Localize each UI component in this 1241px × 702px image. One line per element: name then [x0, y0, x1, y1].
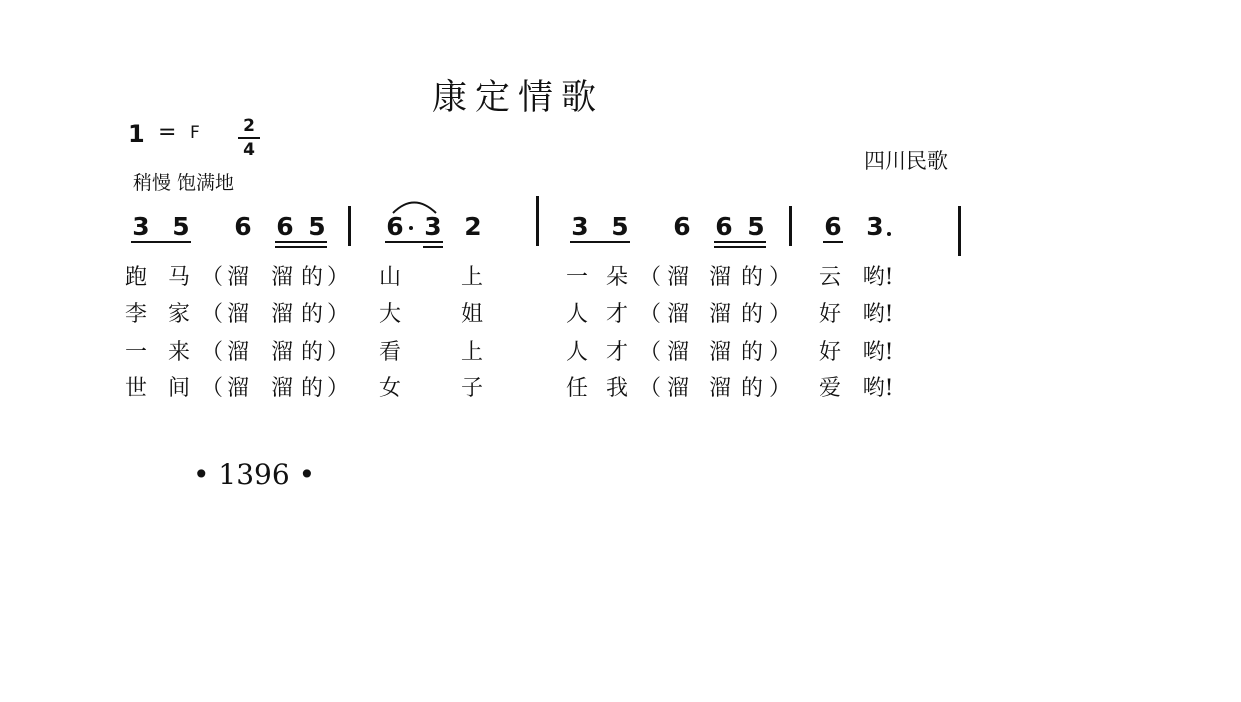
beam-underline [275, 246, 327, 248]
lyric-char: 好 [818, 340, 841, 365]
lyric-char: 溜 [708, 376, 731, 401]
lyric-char: 云 [818, 265, 841, 290]
lyric-char: 看 [378, 340, 401, 365]
bar-line [348, 206, 351, 246]
augmentation-dot [887, 232, 891, 236]
lyric-char: 溜 [666, 265, 689, 290]
note: 2 [464, 212, 482, 241]
lyric-char: ） [768, 265, 791, 290]
lyric-char: 哟! [862, 376, 894, 401]
time-signature-bar [238, 137, 260, 139]
beam-underline [714, 241, 766, 243]
time-signature [238, 116, 260, 160]
lyric-char: （ [200, 265, 223, 290]
lyric-char: 溜 [708, 340, 731, 365]
lyric-char: 上 [460, 340, 483, 365]
lyric-char: 间 [167, 376, 190, 401]
lyric-char: 人 [565, 340, 588, 365]
lyric-char: 爱 [818, 376, 841, 401]
beam-underline [570, 241, 630, 243]
lyric-char: 的 [300, 340, 323, 365]
lyric-char: 的 [300, 376, 323, 401]
note: 6 [824, 212, 842, 241]
lyric-char: 好 [818, 302, 841, 327]
lyric-char: 我 [605, 376, 628, 401]
note: 3 [424, 212, 442, 241]
note: 5 [611, 212, 629, 241]
note: 5 [308, 212, 326, 241]
key-one: 1 [128, 120, 145, 148]
lyric-char: 家 [167, 302, 190, 327]
lyric-char: 世 [124, 376, 147, 401]
lyric-char: 大 [378, 302, 401, 327]
slur-mark [390, 196, 440, 216]
note: 5 [172, 212, 190, 241]
lyric-char: 跑 [124, 265, 147, 290]
note: 3 [571, 212, 589, 241]
beam-underline [275, 241, 327, 243]
note: 6 [673, 212, 691, 241]
lyric-char: 上 [460, 265, 483, 290]
lyric-char: （ [638, 340, 661, 365]
bar-line [789, 206, 792, 246]
tempo-marking: 稍慢 饱满地 [133, 172, 235, 194]
beam-underline [385, 241, 443, 243]
lyric-char: 人 [565, 302, 588, 327]
beam-underline [823, 241, 843, 243]
lyric-char: 姐 [460, 302, 483, 327]
beam-underline [423, 246, 443, 248]
lyric-char: 哟! [862, 302, 894, 327]
lyric-char: 哟! [862, 265, 894, 290]
lyric-char: （ [638, 265, 661, 290]
note: 6 [715, 212, 733, 241]
lyric-char: （ [200, 302, 223, 327]
lyric-char: 溜 [666, 340, 689, 365]
lyric-char: ） [768, 302, 791, 327]
lyric-char: （ [638, 376, 661, 401]
page-number: • 1396 • [193, 458, 316, 491]
lyric-char: 溜 [270, 376, 293, 401]
note: 6 [276, 212, 294, 241]
lyric-char: 溜 [226, 265, 249, 290]
lyric-char: ） [326, 340, 349, 365]
lyric-char: 溜 [666, 302, 689, 327]
lyric-char: 的 [740, 265, 763, 290]
lyric-char: 才 [605, 302, 628, 327]
lyric-char: ） [768, 376, 791, 401]
lyric-char: ） [326, 302, 349, 327]
lyric-char: 溜 [666, 376, 689, 401]
lyric-char: （ [200, 340, 223, 365]
lyric-char: 的 [740, 302, 763, 327]
lyric-char: 马 [167, 265, 190, 290]
note: 3 [132, 212, 150, 241]
lyric-char: 一 [124, 340, 147, 365]
beam-underline [131, 241, 191, 243]
time-signature-top: 2 [243, 116, 255, 136]
lyric-char: 溜 [226, 376, 249, 401]
lyric-char: 山 [378, 265, 401, 290]
lyric-char: 李 [124, 302, 147, 327]
lyric-char: ） [326, 376, 349, 401]
lyric-char: 哟! [862, 340, 894, 365]
note: 6 [234, 212, 252, 241]
lyric-char: 溜 [270, 265, 293, 290]
lyric-char: 的 [740, 376, 763, 401]
note: 6 [386, 212, 404, 241]
lyric-char: 朵 [605, 265, 628, 290]
lyric-char: 溜 [226, 302, 249, 327]
lyric-char: 的 [300, 265, 323, 290]
bar-line [958, 206, 961, 256]
lyric-char: （ [638, 302, 661, 327]
lyric-char: 任 [565, 376, 588, 401]
lyric-char: 一 [565, 265, 588, 290]
note: 3 [866, 212, 884, 241]
beam-underline [714, 246, 766, 248]
lyric-char: 子 [460, 376, 483, 401]
lyric-char: 的 [740, 340, 763, 365]
time-signature-bottom: 4 [243, 140, 255, 160]
lyric-char: ） [326, 265, 349, 290]
lyric-char: 女 [378, 376, 401, 401]
lyric-char: 溜 [270, 302, 293, 327]
lyric-char: （ [200, 376, 223, 401]
lyric-char: ） [768, 340, 791, 365]
lyric-char: 的 [300, 302, 323, 327]
key-note: F [190, 123, 200, 143]
note: 5 [747, 212, 765, 241]
bar-line [536, 196, 539, 246]
augmentation-dot [409, 226, 413, 230]
lyric-char: 溜 [226, 340, 249, 365]
lyric-char: 才 [605, 340, 628, 365]
lyric-char: 溜 [270, 340, 293, 365]
key-equals: = [158, 120, 177, 145]
lyric-char: 溜 [708, 302, 731, 327]
song-title: 康定情歌 [432, 78, 605, 118]
lyric-char: 来 [167, 340, 190, 365]
lyric-char: 溜 [708, 265, 731, 290]
song-origin: 四川民歌 [864, 149, 948, 173]
